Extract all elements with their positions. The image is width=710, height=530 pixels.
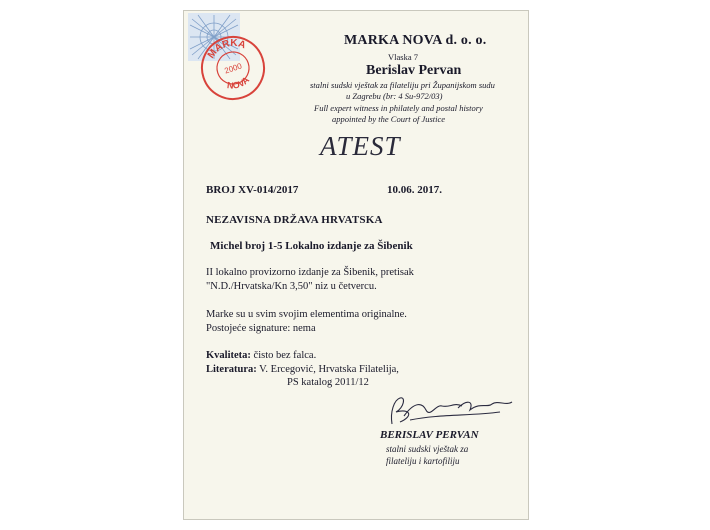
company-name: MARKA NOVA d. o. o. [344,33,487,48]
expert-title-line-4: appointed by the Court of Justice [332,114,446,124]
authenticity-line: Marke su u svim svojim elementima originalne. [206,309,407,320]
handwritten-signature [370,394,520,434]
expert-title-line-3: Full expert witness in philately and postal history [314,103,483,113]
company-address: Vlaska 7 [388,52,418,62]
quality-row [206,350,316,361]
certificate-page [183,10,529,520]
certificate-date: 10.06. 2017. [387,184,442,196]
seal-bottom-text: NOVA [226,74,252,91]
signature-title-2: filateliju i kartofiliju [386,456,460,466]
signature-title-1: stalni sudski vještak za [386,444,469,454]
seal-year: 2000 [223,61,244,76]
quality-label: Kvaliteta: [206,350,251,361]
certificate-number: BROJ XV-014/2017 [206,184,299,196]
expert-title-line-1: stalni sudski vještak za filateliju pri Županijskom sudu [310,80,495,90]
expert-name: Berislav Pervan [366,63,462,78]
signature-name: BERISLAV PERVAN [380,429,479,441]
marka-nova-seal [198,33,268,103]
quality-value: čisto bez falca. [250,350,317,361]
document-title: ATEST [320,131,401,161]
seal-top-text: MARKA [205,37,248,61]
svg-text:NOVA [224,73,253,94]
signatures-line: Postojeće signature: nema [206,323,316,334]
literature-row [206,364,399,375]
description-line-2: "N.D./Hrvatska/Kn 3,50" niz u četvercu. [206,281,377,292]
michel-reference: Michel broj 1-5 Lokalno izdanje za Šibenik [210,240,413,252]
description-line-1: II lokalno provizorno izdanje za Šibenik, pretisak [206,267,414,278]
literature-label: Literatura: [206,364,257,375]
expert-title-line-2: u Zagrebu (br: 4 Su-972/03) [346,91,443,101]
literature-value-1: V. Ercegović, Hrvatska Filatelija, [256,364,399,375]
country-heading: NEZAVISNA DRŽAVA HRVATSKA [206,214,383,226]
literature-value-2: PS katalog 2011/12 [287,377,369,388]
